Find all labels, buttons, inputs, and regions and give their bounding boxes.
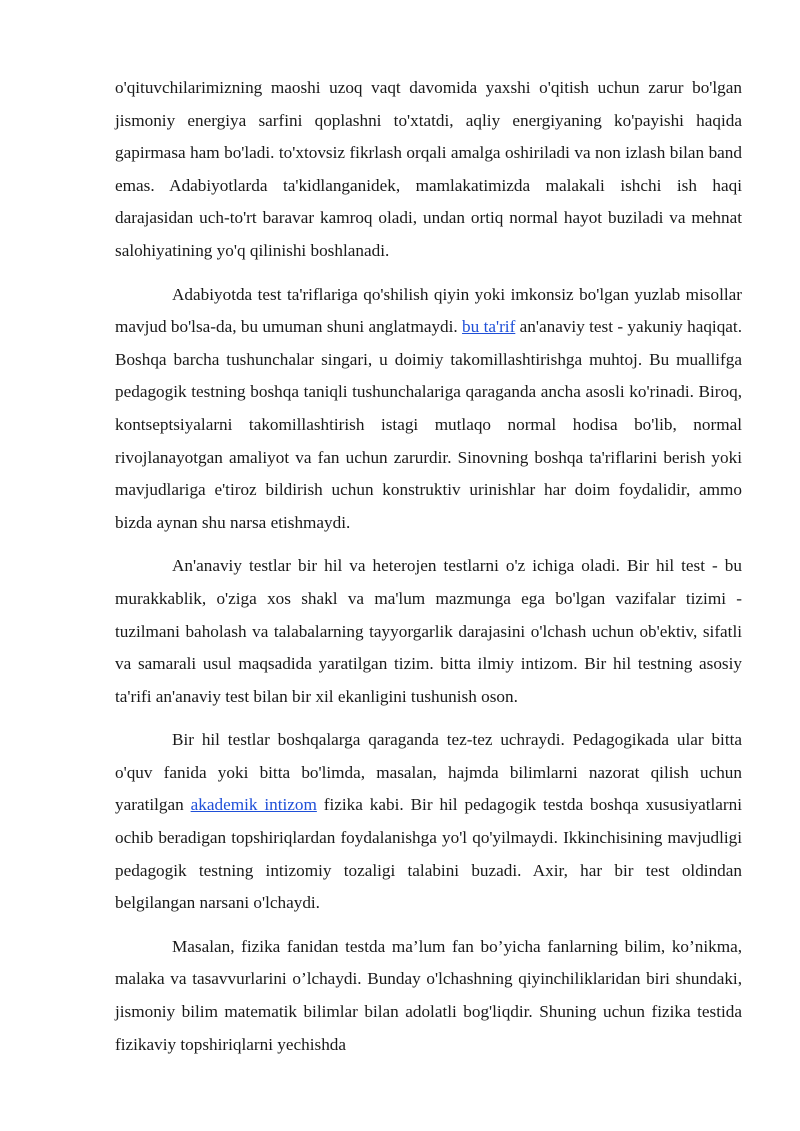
paragraph-4-text-after: fizika kabi. Bir hil pedagogik testda boshqa xususiyatlarni ochib beradigan topshiriqlardan foydalanishga yo'l qo'yilmaydi. Ikkinchisining mavjudligi pedagogik testning intizomiy tozaligi talabini buzadi. Axir, har bir test oldindan belgilangan narsani o'lchaydi. [115, 795, 742, 913]
link-akademik-intizom[interactable]: akademik intizom [190, 795, 317, 815]
document-page [115, 72, 742, 1072]
paragraph-4 [115, 724, 742, 920]
paragraph-5 [115, 931, 742, 1061]
paragraph-1 [115, 72, 742, 268]
paragraph-2-text-after: an'anaviy test - yakuniy haqiqat. Boshqa barcha tushunchalar singari, u doimiy takomillashtirishga muhtoj. Bu muallifga pedagogik testning boshqa taniqli tushunchalariga qaraganda ancha asosli ko'rinadi. Biroq, kontseptsiyalarni takomillashtirish istagi mutlaqo normal hodisa bo'lib, normal rivojlanayotgan amaliyot va fan uchun zarurdir. Sinovning boshqa ta'riflarini berish yoki mavjudlariga e'tiroz bildirish uchun konstruktiv urinishlar har doim foydalidir, ammo bizda aynan shu narsa etishmaydi. [115, 317, 742, 532]
paragraph-4-text-before: Bir hil testlar boshqalarga qaraganda tez-tez uchraydi. Pedagogikada ular bitta o'quv fanida yoki bitta bo'limda, masalan, hajmda bilimlarni nazorat qilish uchun yaratilgan [115, 730, 742, 815]
paragraph-3-text: An'anaviy testlar bir hil va heterojen testlarni o'z ichiga oladi. Bir hil test - bu murakkablik, o'ziga xos shakl va ma'lum mazmunga ega bo'lgan vazifalar tizimi - tuzilmani baholash va talabalarning tayyorgarlik darajasini o'lchash uchun ob'ektiv, sifatli va samarali usul maqsadida yaratilgan tizim. bitta ilmiy intizom. Bir hil testning asosiy ta'rifi an'anaviy test bilan bir xil ekanligini tushunish oson. [115, 556, 742, 706]
paragraph-1-text: o'qituvchilarimizning maoshi uzoq vaqt davomida yaxshi o'qitish uchun zarur bo'lgan jismoniy energiya sarfini qoplashni to'xtatdi, aqliy energiyaning ko'payishi haqida gapirmasa ham bo'ladi. to'xtovsiz fikrlash orqali amalga oshiriladi va non izlash bilan band emas. Adabiyotlarda ta'kidlanganidek, mamlakatimizda malakali ishchi ish haqi darajasidan uch-to'rt baravar kamroq oladi, undan ortiq normal hayot buziladi va mehnat salohiyatining yo'q qilinishi boshlanadi. [115, 78, 742, 260]
paragraph-2 [115, 279, 742, 540]
link-bu-tarif[interactable]: bu ta'rif [462, 317, 516, 337]
paragraph-3 [115, 550, 742, 713]
paragraph-2-text-before: Adabiyotda test ta'riflariga qo'shilish qiyin yoki imkonsiz bo'lgan yuzlab misollar mavjud bo'lsa-da, bu umuman shuni anglatmaydi. [115, 284, 742, 337]
paragraph-5-text: Masalan, fizika fanidan testda ma’lum fan bo’yicha fanlarning bilim, ko’nikma, malaka va tasavvurlarini o’lchaydi. Bunday o'lchashning qiyinchiliklaridan biri shundaki, jismoniy bilim matematik bilimlar bilan adolatli bog'liqdir. Shuning uchun fizika testida fizikaviy topshiriqlarni yechishda [115, 936, 742, 1054]
